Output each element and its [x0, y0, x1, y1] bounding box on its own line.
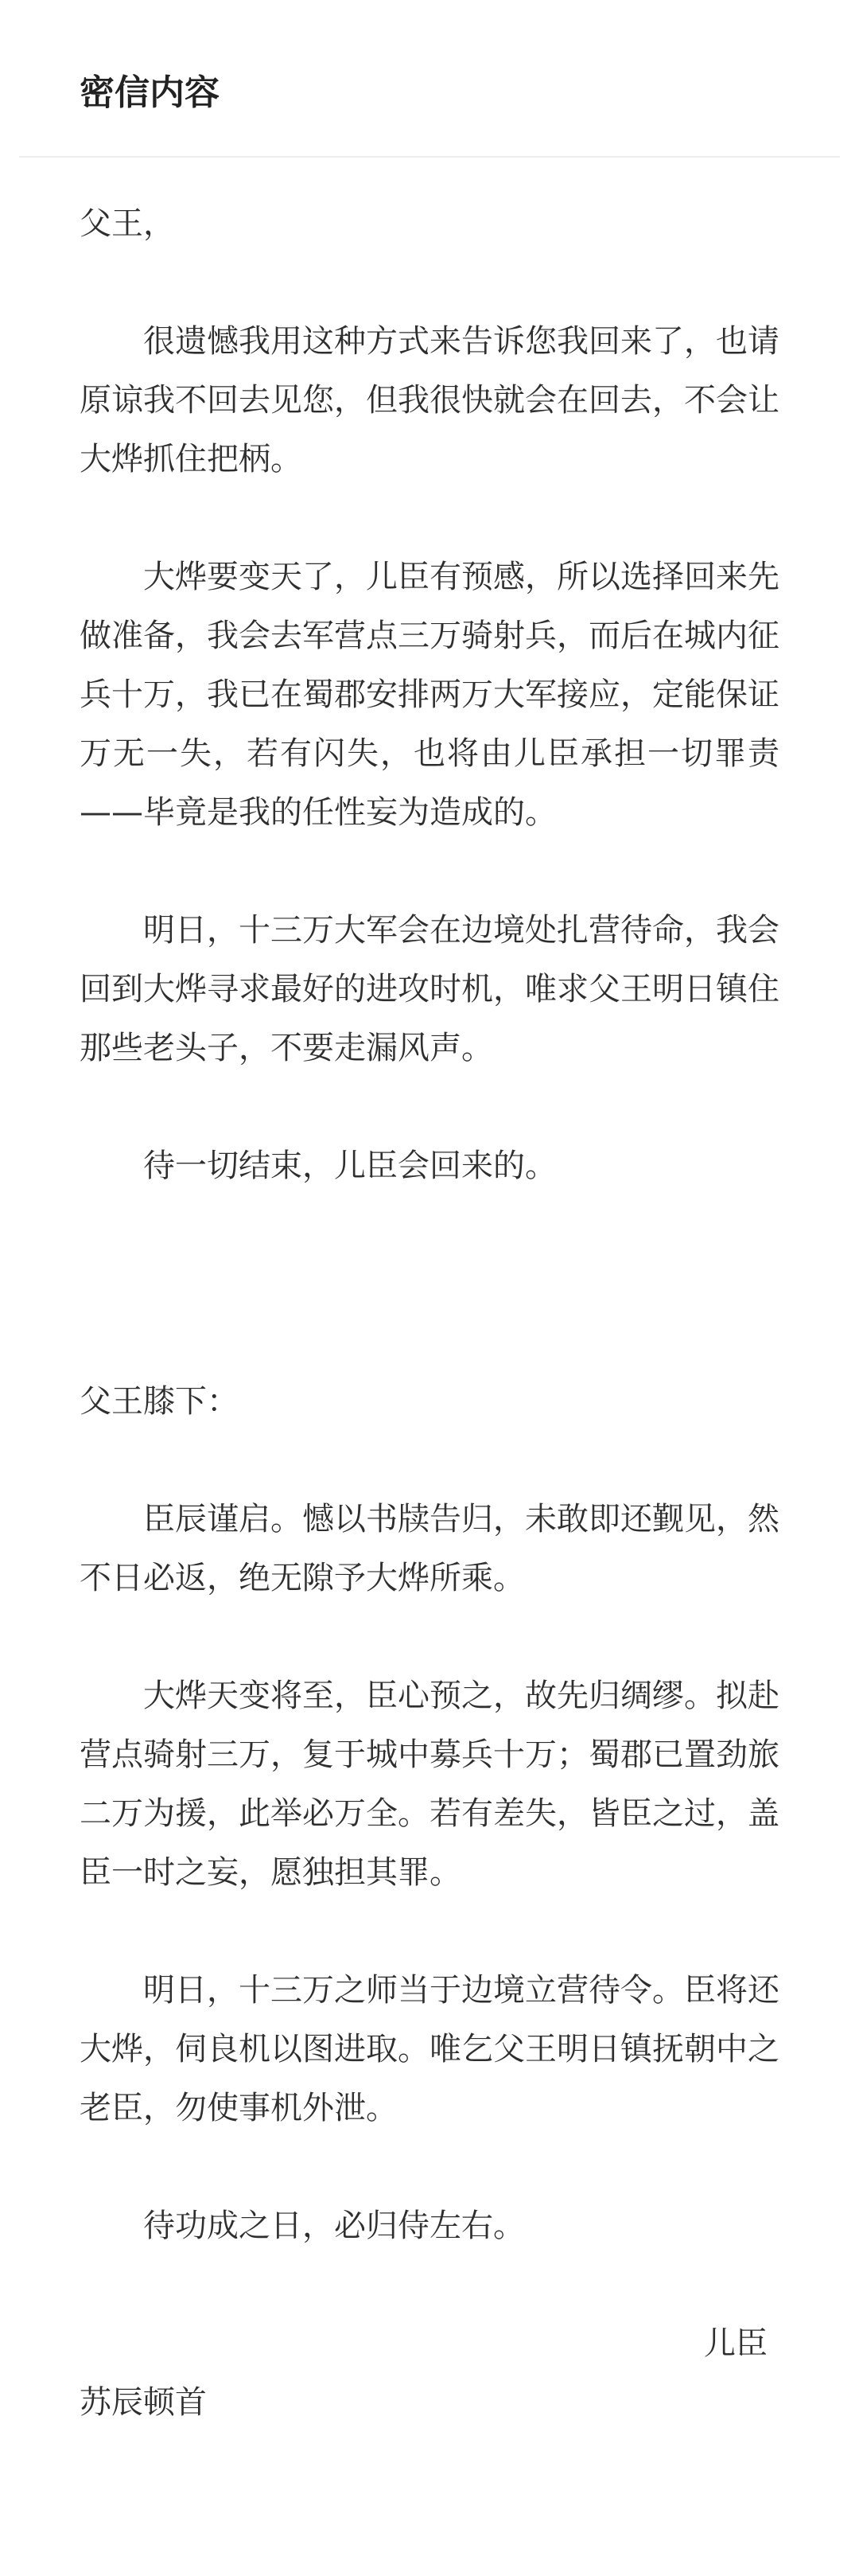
salutation-classical: 父王膝下： — [80, 1383, 239, 1420]
paragraph: 臣辰谨启。憾以书牍告归，未敢即还觐见，然不日必返，绝无隙予大烨所乘。 — [80, 1501, 779, 1596]
page-title: 密信内容 — [80, 72, 220, 113]
spacer — [80, 1902, 779, 1961]
paragraph: 明日，十三万之师当于边境立营待令。臣将还大烨，伺良机以图进取。唯乞父王明日镇抚朝中之老臣，勿使事机外泄。 — [80, 1972, 779, 2126]
paragraph: 大烨要变天了，儿臣有预感，所以选择回来先做准备，我会去军营点三万骑射兵，而后在城内征兵十万，我已在蜀郡安排两万大军接应，定能保证万无一失，若有闪失，也将由儿臣承担一切罪责——毕竟是我的任性妄为造成的。 — [80, 559, 779, 831]
spacer — [80, 2138, 779, 2196]
paragraph: 很遗憾我用这种方式来告诉您我回来了，也请原谅我不回去见您，但我很快就会在回去，不会让大烨抓住把柄。 — [80, 323, 779, 477]
letter-content — [0, 158, 859, 2432]
spacer — [80, 1078, 779, 1136]
spacer — [80, 1608, 779, 1666]
signature-name: 苏辰顿首 — [80, 2384, 207, 2421]
spacer — [80, 842, 779, 901]
salutation-vernacular: 父王， — [80, 205, 175, 242]
spacer — [80, 489, 779, 548]
paragraph: 大烨天变将至，臣心预之，故先归绸缪。拟赴营点骑射三万，复于城中募兵十万；蜀郡已置劲旅二万为援，此举必万全。若有差失，皆臣之过，盖臣一时之妄，愿独担其罪。 — [80, 1678, 779, 1891]
signature-title: 儿臣 — [704, 2325, 768, 2362]
page-header — [0, 0, 859, 158]
header-divider — [19, 156, 840, 158]
spacer — [80, 1431, 779, 1490]
paragraph: 待功成之日，必归侍左右。 — [143, 2208, 525, 2244]
paragraph: 明日，十三万大军会在边境处扎营待命，我会回到大烨寻求最好的进攻时机，唯求父王明日镇住那些老头子，不要走漏风声。 — [80, 912, 779, 1066]
spacer — [80, 2255, 779, 2314]
spacer — [80, 253, 779, 312]
section-spacer — [80, 1195, 779, 1372]
paragraph: 待一切结束，儿臣会回来的。 — [143, 1148, 557, 1184]
